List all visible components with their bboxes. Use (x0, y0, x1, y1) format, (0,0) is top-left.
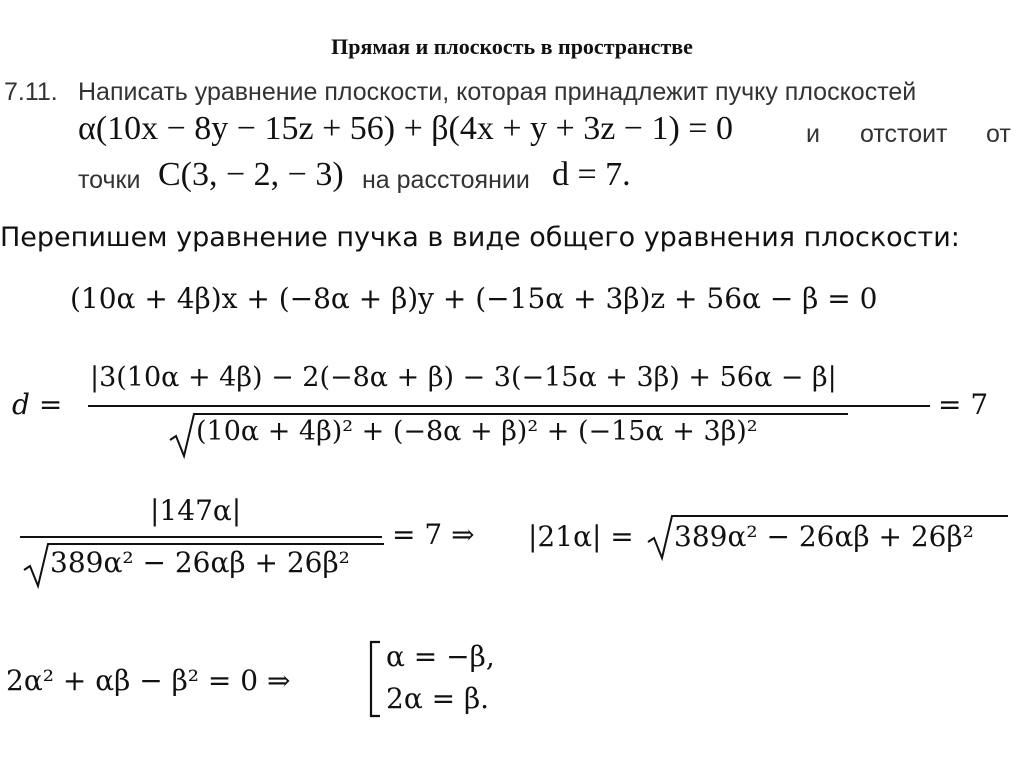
point-word: точки (78, 166, 141, 194)
point-c: C(3, − 2, − 3) (158, 156, 344, 193)
and-word: и (806, 120, 820, 148)
simp-denominator: 389α² − 26αβ + 26β² (50, 546, 350, 579)
quadratic-equation: 2α² + αβ − β² = 0 ⇒ (6, 664, 291, 697)
simp-fraction-bar (20, 536, 382, 538)
at-distance: на расстоянии (362, 166, 530, 194)
abs-21-alpha: |21α| = (528, 520, 634, 553)
d-suffix: = 7 (938, 388, 989, 421)
general-equation: (10α + 4β)x + (−8α + β)y + (−15α + 3β)z + 56α − β = 0 (70, 282, 878, 315)
distant-word: отстоит (860, 120, 948, 148)
rhs-root: 389α² − 26αβ + 26β² (674, 520, 974, 553)
d-fraction-bar (88, 405, 930, 407)
case-1: α = −β, (386, 640, 495, 673)
simp-suffix: = 7 ⇒ (392, 518, 475, 551)
case-2: 2α = β. (386, 682, 490, 715)
simp-numerator: |147α| (150, 494, 242, 527)
cases-bracket (368, 640, 382, 720)
d-denominator: (10α + 4β)² + (−8α + β)² + (−15α + 3β)² (196, 416, 758, 447)
rewrite-note: Перепишем уравнение пучка в виде общего уравнения плоскости: (0, 222, 960, 253)
d-prefix: d = (12, 388, 63, 421)
from-word: от (986, 120, 1011, 148)
page-title: Прямая и плоскость в пространстве (331, 34, 693, 59)
problem-number: 7.11. (4, 78, 58, 106)
d-numerator: |3(10α + 4β) − 2(−8α + β) − 3(−15α + 3β) + 56α − β| (90, 362, 837, 393)
distance-value: d = 7. (552, 156, 631, 193)
problem-text: Написать уравнение плоскости, которая принадлежит пучку плоскостей (78, 78, 917, 106)
pencil-equation: α(10x − 8y − 15z + 56) + β(4x + y + 3z − 1) = 0 (78, 110, 733, 147)
